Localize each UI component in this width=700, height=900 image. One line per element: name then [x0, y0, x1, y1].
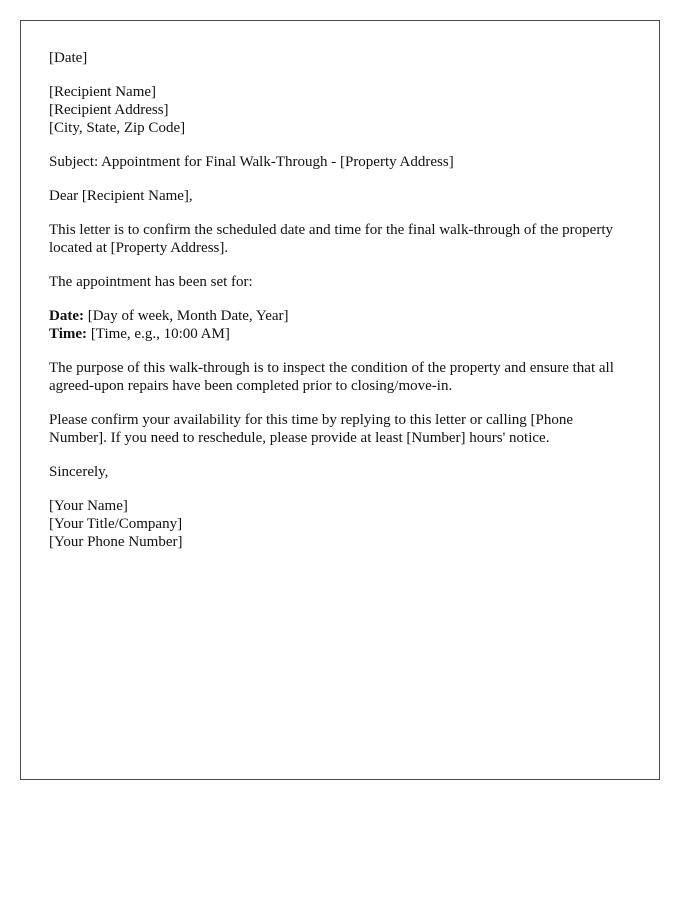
recipient-city-state-zip: [City, State, Zip Code]	[49, 120, 186, 136]
paragraph-confirm: This letter is to confirm the scheduled date and time for the final walk-through of the property located at [Property Address].	[49, 222, 613, 256]
letter-date: [Date]	[49, 50, 88, 66]
appointment-intro: The appointment has been set for:	[49, 274, 253, 290]
salutation-block	[49, 187, 631, 205]
signature-name: [Your Name]	[49, 498, 128, 514]
appointment-time-value: [Time, e.g., 10:00 AM]	[87, 326, 230, 342]
appointment-date-label: Date:	[49, 308, 84, 324]
signature-phone: [Your Phone Number]	[49, 534, 183, 550]
signature-block	[49, 497, 631, 551]
subject-block	[49, 153, 631, 171]
closing-block	[49, 463, 631, 481]
paragraph-purpose: The purpose of this walk-through is to inspect the condition of the property and ensure that all agreed-upon repairs have been completed prior to closing/move-in.	[49, 360, 614, 394]
salutation: Dear [Recipient Name],	[49, 188, 193, 204]
appointment-date-row	[49, 307, 631, 325]
closing: Sincerely,	[49, 464, 109, 480]
letter-page	[20, 20, 660, 780]
appointment-date-value: [Day of week, Month Date, Year]	[83, 308, 289, 324]
recipient-address: [Recipient Address]	[49, 102, 169, 118]
subject-line: Subject: Appointment for Final Walk-Through - [Property Address]	[49, 154, 454, 170]
appointment-time-label: Time:	[49, 326, 88, 342]
recipient-name: [Recipient Name]	[49, 84, 157, 100]
appointment-time-row	[49, 325, 631, 343]
signature-title-company: [Your Title/Company]	[49, 516, 183, 532]
date-block	[49, 49, 631, 67]
appointment-details	[49, 307, 631, 343]
recipient-address-block	[49, 83, 631, 137]
paragraph-availability: Please confirm your availability for this time by replying to this letter or calling [Phone Number]. If you need to reschedule, please provide at least [Number] hours' notice.	[49, 412, 574, 446]
